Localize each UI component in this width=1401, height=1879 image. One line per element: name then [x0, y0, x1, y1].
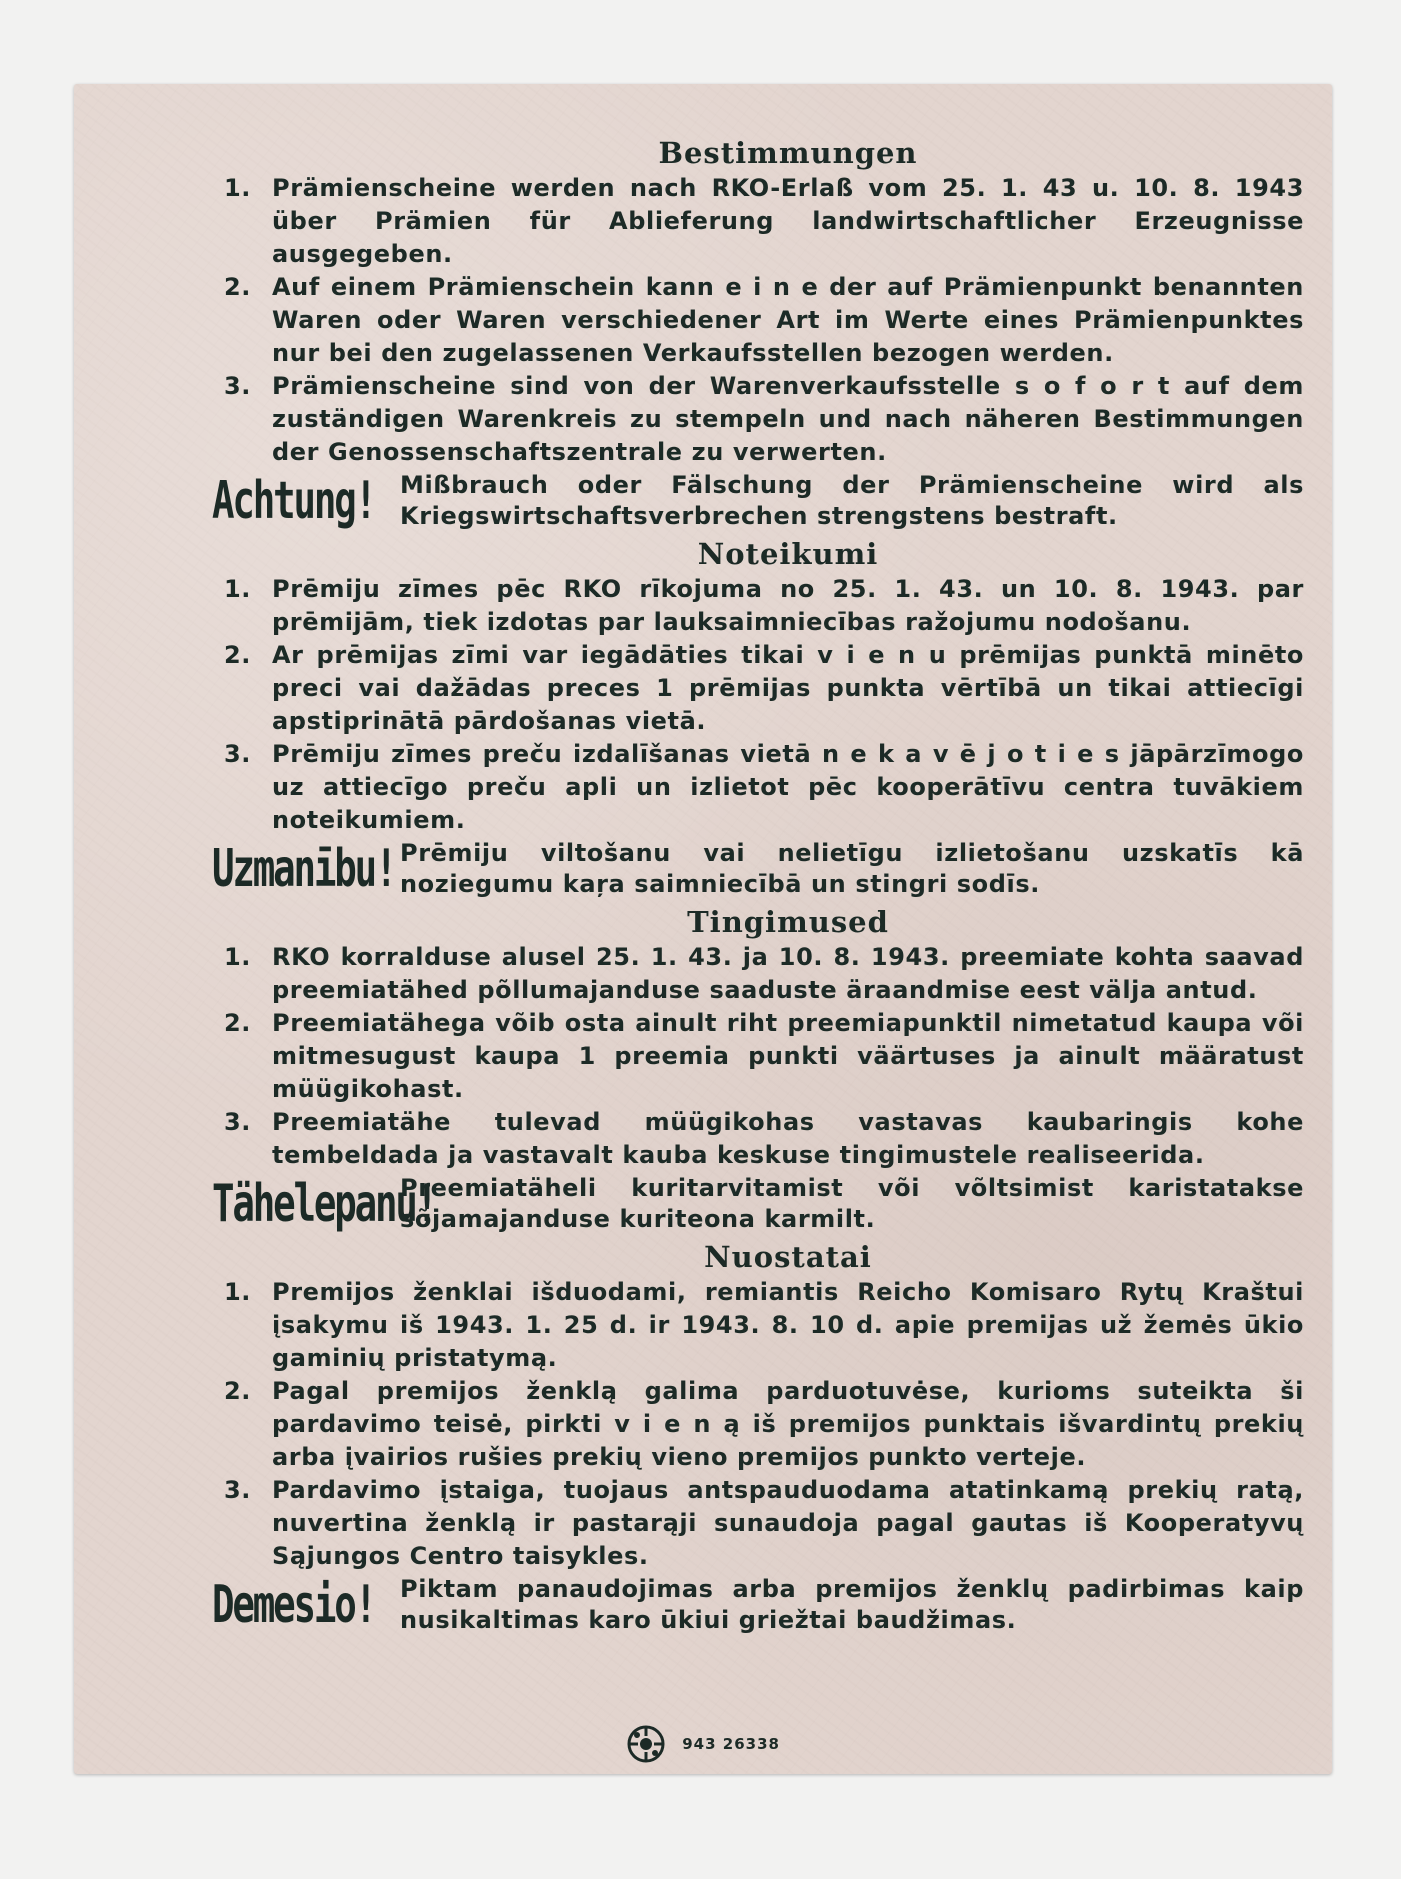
rule-number: 1. — [224, 943, 252, 971]
warning-text: Piktam panaudojimas arba premijos ženklų padirbimas kaip nusikaltimas karo ūkiui griežtai baudžimas. — [400, 1575, 1304, 1634]
section-german — [212, 136, 1304, 532]
warning-block — [212, 1173, 1304, 1235]
rule-text: Prämienscheine sind von der Warenverkaufsstelle s o f o r t auf dem zuständigen Warenkreis zu stempeln und nach näheren Bestimmungen der Genossenschaftszentrale zu verwerten. — [272, 372, 1304, 466]
rule-number: 2. — [224, 1009, 252, 1037]
rule-text: RKO korralduse alusel 25. 1. 43. ja 10. 8. 1943. preemiate kohta saavad preemiatähed põllumajanduse saaduste äraandmise eest välja antud. — [272, 943, 1304, 1004]
rule-number: 2. — [224, 641, 252, 669]
warning-block — [212, 838, 1304, 900]
rule-item — [212, 941, 1304, 1007]
rule-item — [212, 1474, 1304, 1573]
rule-text: Preemiatähega võib osta ainult riht preemiapunktil nimetatud kaupa või mitmesugust kaupa 1 preemia punkti väärtuses ja ainult määratust müügikohast. — [272, 1009, 1304, 1103]
rule-text: Pagal premijos ženklą galima parduotuvėse, kurioms suteikta ši pardavimo teisė, pirkti v i e n ą iš premijos punktais išvardintų prekių arba įvairios rušies prekių vieno premijos punkto verteje. — [272, 1377, 1304, 1471]
rule-item — [212, 271, 1304, 370]
section-heading: Bestimmungen — [658, 136, 918, 170]
warning-word: Achtung! — [212, 471, 376, 531]
rule-number: 1. — [224, 575, 252, 603]
section-latvian — [212, 537, 1304, 900]
print-footer — [74, 1724, 1332, 1764]
warning-block — [212, 1574, 1304, 1636]
rule-list — [212, 573, 1304, 837]
rule-number: 3. — [224, 1476, 252, 1504]
rule-list — [212, 172, 1304, 469]
rule-list — [212, 1276, 1304, 1573]
section-estonian — [212, 905, 1304, 1235]
rule-item — [212, 738, 1304, 837]
section-heading: Nuostatai — [704, 1240, 872, 1274]
rule-list — [212, 941, 1304, 1172]
rule-item — [212, 1375, 1304, 1474]
rule-number: 3. — [224, 372, 252, 400]
section-heading: Noteikumi — [697, 537, 879, 571]
rule-text: Prēmiju zīmes preču izdalīšanas vietā n e k a v ē j o t i e s jāpārzīmogo uz attiecīgo preču apli un izlietot pēc kooperātīvu centra tuvākiem noteikumiem. — [272, 740, 1304, 834]
warning-block — [212, 470, 1304, 532]
rule-item — [212, 573, 1304, 639]
regulations-content — [212, 136, 1304, 1641]
rule-text: Premijos ženklai išduodami, remiantis Reicho Komisaro Rytų Kraštui įsakymu iš 1943. 1. 25 d. ir 1943. 8. 10 d. apie premijas už žemės ūkio gaminių pristatymą. — [272, 1278, 1304, 1372]
rule-item — [212, 1007, 1304, 1106]
warning-text: Mißbrauch oder Fälschung der Prämienscheine wird als Kriegswirtschaftsverbrechen strengstens bestraft. — [400, 471, 1304, 530]
rule-number: 1. — [224, 1278, 252, 1306]
rule-item — [212, 639, 1304, 738]
rule-number: 3. — [224, 1108, 252, 1136]
rule-text: Prämienscheine werden nach RKO-Erlaß vom 25. 1. 43 u. 10. 8. 1943 über Prämien für Ablieferung landwirtschaftlicher Erzeugnisse ausgegeben. — [272, 174, 1304, 268]
print-code: 943 26338 — [682, 1735, 780, 1753]
printer-mark-icon — [626, 1724, 666, 1764]
section-lithuanian — [212, 1240, 1304, 1636]
rule-item — [212, 370, 1304, 469]
warning-word: Tähelepanu! — [212, 1174, 437, 1234]
rule-item — [212, 1276, 1304, 1375]
warning-word: Uzmanību! — [212, 839, 396, 899]
premium-coupon-card — [74, 84, 1332, 1774]
rule-item — [212, 172, 1304, 271]
rule-number: 2. — [224, 273, 252, 301]
warning-text: Preemiatäheli kuritarvitamist või võltsimist karistatakse sõjamajanduse kuriteona karmilt. — [400, 1174, 1304, 1233]
rule-number: 1. — [224, 174, 252, 202]
rule-text: Pardavimo įstaiga, tuojaus antspauduodama atatinkamą prekių ratą, nuvertina ženklą ir pastarąji sunaudoja pagal gautas iš Kooperatyvų Sąjungos Centro taisykles. — [272, 1476, 1304, 1570]
rule-number: 2. — [224, 1377, 252, 1405]
rule-text: Prēmiju zīmes pēc RKO rīkojuma no 25. 1. 43. un 10. 8. 1943. par prēmijām, tiek izdotas par lauksaimniecības ražojumu nodošanu. — [272, 575, 1304, 636]
rule-number: 3. — [224, 740, 252, 768]
rule-text: Ar prēmijas zīmi var iegādāties tikai v i e n u prēmijas punktā minēto preci vai dažādas preces 1 prēmijas punkta vērtībā un tikai attiecīgi apstiprinātā pārdošanas vietā. — [272, 641, 1304, 735]
rule-text: Auf einem Prämienschein kann e i n e der auf Prämienpunkt benannten Waren oder Waren verschiedener Art im Werte eines Prämienpunktes nur bei den zugelassenen Verkaufsstellen bezogen werden. — [272, 273, 1304, 367]
rule-text: Preemiatähe tulevad müügikohas vastavas kaubaringis kohe tembeldada ja vastavalt kauba keskuse tingimustele realiseerida. — [272, 1108, 1304, 1169]
warning-text: Prēmiju viltošanu vai nelietīgu izlietošanu uzskatīs kā noziegumu kaŗa saimniecībā un stingri sodīs. — [400, 839, 1304, 898]
section-heading: Tingimused — [687, 905, 889, 939]
rule-item — [212, 1106, 1304, 1172]
warning-word: Demesio! — [212, 1575, 376, 1635]
